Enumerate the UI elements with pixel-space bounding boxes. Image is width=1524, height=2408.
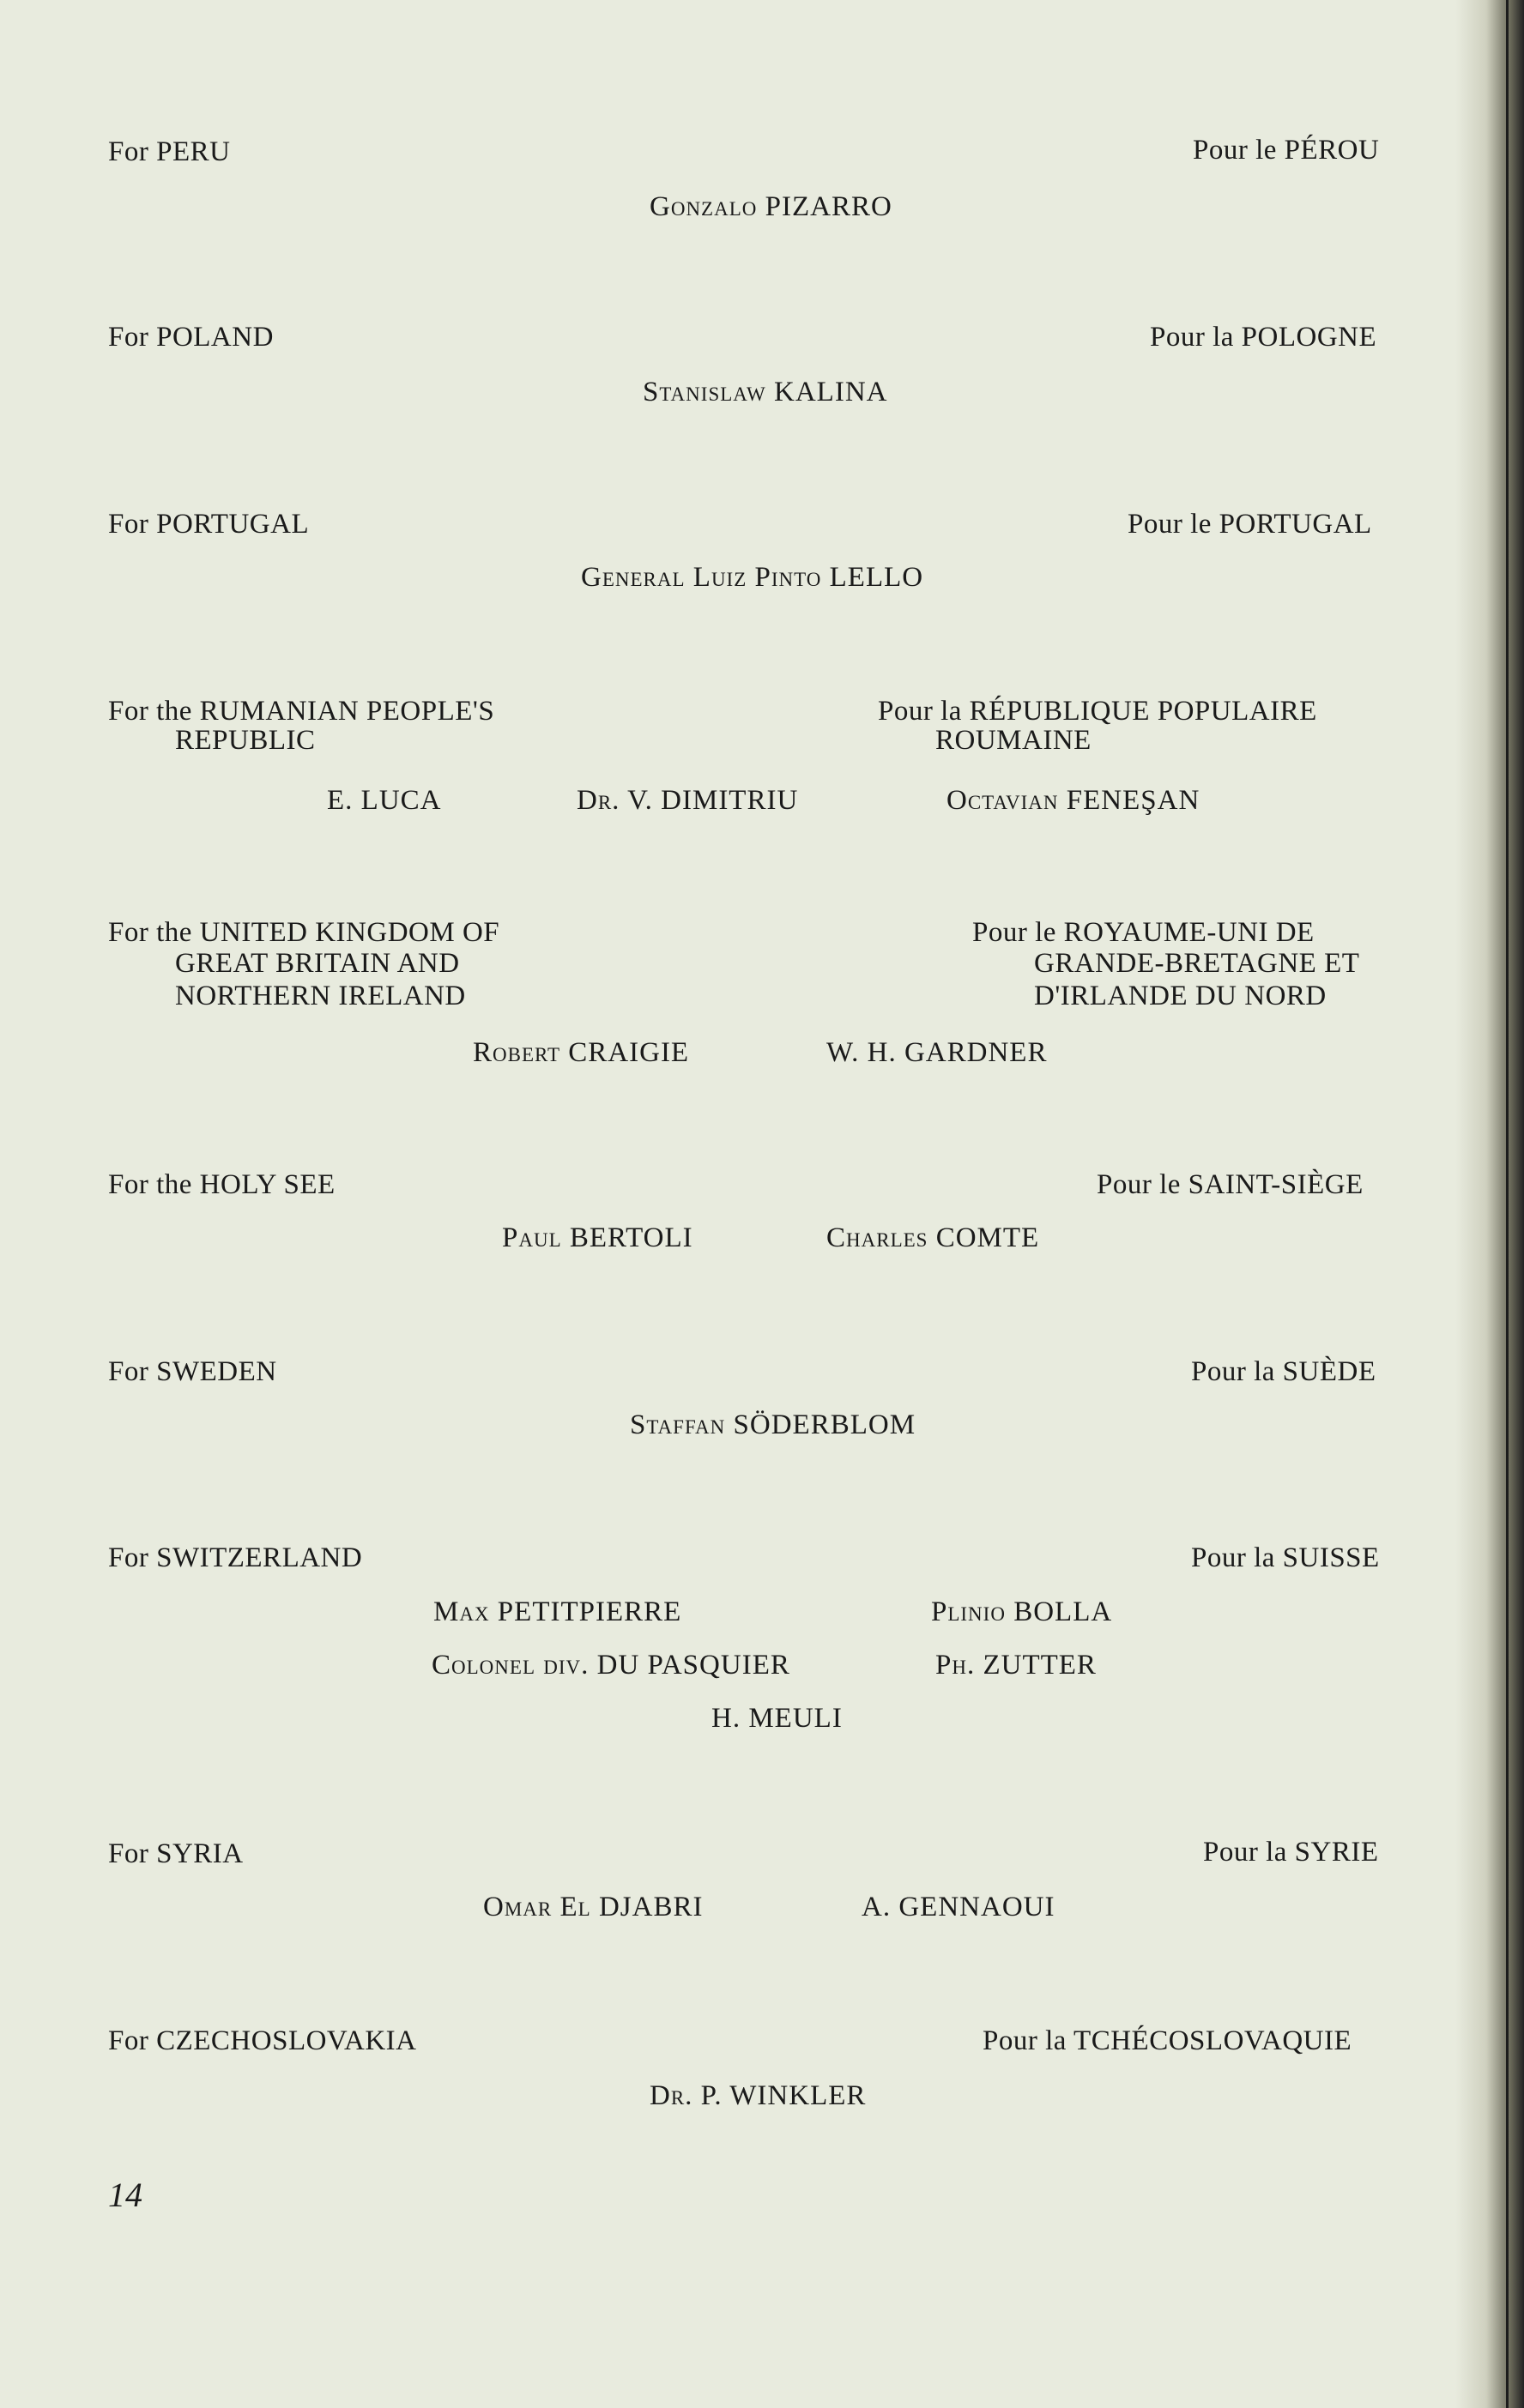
signatory-djabri: Omar El DJABRI <box>483 1892 704 1922</box>
country-en-switzerland: For SWITZERLAND <box>108 1542 363 1573</box>
signatory-bertoli: Paul BERTOLI <box>502 1222 693 1253</box>
signatory-winkler: Dr. P. WINKLER <box>650 2080 867 2111</box>
country-fr-uk-line2: GRANDE-BRETAGNE ET <box>1034 948 1360 979</box>
signatory-zutter: Ph. ZUTTER <box>935 1650 1097 1681</box>
country-en-rumania-line1: For the RUMANIAN PEOPLE'S <box>108 696 495 727</box>
signatory-gardner: W. H. GARDNER <box>826 1037 1048 1068</box>
country-en-czechoslovakia: For CZECHOSLOVAKIA <box>108 2025 417 2056</box>
signatory-dimitriu: Dr. V. DIMITRIU <box>577 785 799 816</box>
signatory-meuli: H. MEULI <box>711 1703 843 1734</box>
country-en-uk-line1: For the UNITED KINGDOM OF <box>108 917 500 948</box>
signatory-comte: Charles COMTE <box>826 1222 1040 1253</box>
country-en-peru: For PERU <box>108 136 231 167</box>
country-fr-sweden: Pour la SUÈDE <box>1191 1356 1376 1387</box>
country-en-rumania-line2: REPUBLIC <box>175 725 316 756</box>
country-fr-czechoslovakia: Pour la TCHÉCOSLOVAQUIE <box>983 2025 1352 2056</box>
country-en-uk-line2: GREAT BRITAIN AND <box>175 948 460 979</box>
country-en-sweden: For SWEDEN <box>108 1356 277 1387</box>
signatory-bolla: Plinio BOLLA <box>931 1596 1113 1627</box>
signatory-petitpierre: Max PETITPIERRE <box>433 1596 682 1627</box>
signatory-soderblom: Staffan SÖDERBLOM <box>630 1409 916 1440</box>
country-fr-uk-line3: D'IRLANDE DU NORD <box>1034 981 1327 1011</box>
country-fr-uk-line1: Pour le ROYAUME-UNI DE <box>972 917 1315 948</box>
country-fr-rumania-line1: Pour la RÉPUBLIQUE POPULAIRE <box>878 696 1317 727</box>
country-en-holy-see: For the HOLY SEE <box>108 1169 336 1200</box>
country-en-poland: For POLAND <box>108 322 274 353</box>
signatory-luca: E. LUCA <box>327 785 442 816</box>
country-fr-holy-see: Pour le SAINT-SIÈGE <box>1097 1169 1364 1200</box>
country-en-portugal: For PORTUGAL <box>108 509 310 540</box>
country-en-syria: For SYRIA <box>108 1838 244 1869</box>
page-number: 14 <box>108 2176 142 2214</box>
country-fr-syria: Pour la SYRIE <box>1203 1837 1379 1868</box>
signatory-lello: General Luiz Pinto LELLO <box>581 562 924 593</box>
signatory-fenesan: Octavian FENEŞAN <box>946 785 1200 816</box>
country-fr-rumania-line2: ROUMAINE <box>935 725 1092 756</box>
signatory-du-pasquier: Colonel div. DU PASQUIER <box>432 1650 790 1681</box>
signatory-craigie: Robert CRAIGIE <box>473 1037 690 1068</box>
signatory-pizarro: Gonzalo PIZARRO <box>650 191 892 222</box>
country-fr-portugal: Pour le PORTUGAL <box>1128 509 1372 540</box>
country-fr-poland: Pour la POLOGNE <box>1150 322 1377 353</box>
country-en-uk-line3: NORTHERN IRELAND <box>175 981 466 1011</box>
signatory-kalina: Stanislaw KALINA <box>643 377 888 407</box>
country-fr-switzerland: Pour la SUISSE <box>1191 1542 1380 1573</box>
book-gutter-edge <box>1506 0 1509 2408</box>
country-fr-peru: Pour le PÉROU <box>1193 135 1380 166</box>
book-gutter-shadow <box>1455 0 1524 2408</box>
signatory-gennaoui: A. GENNAOUI <box>862 1892 1055 1922</box>
